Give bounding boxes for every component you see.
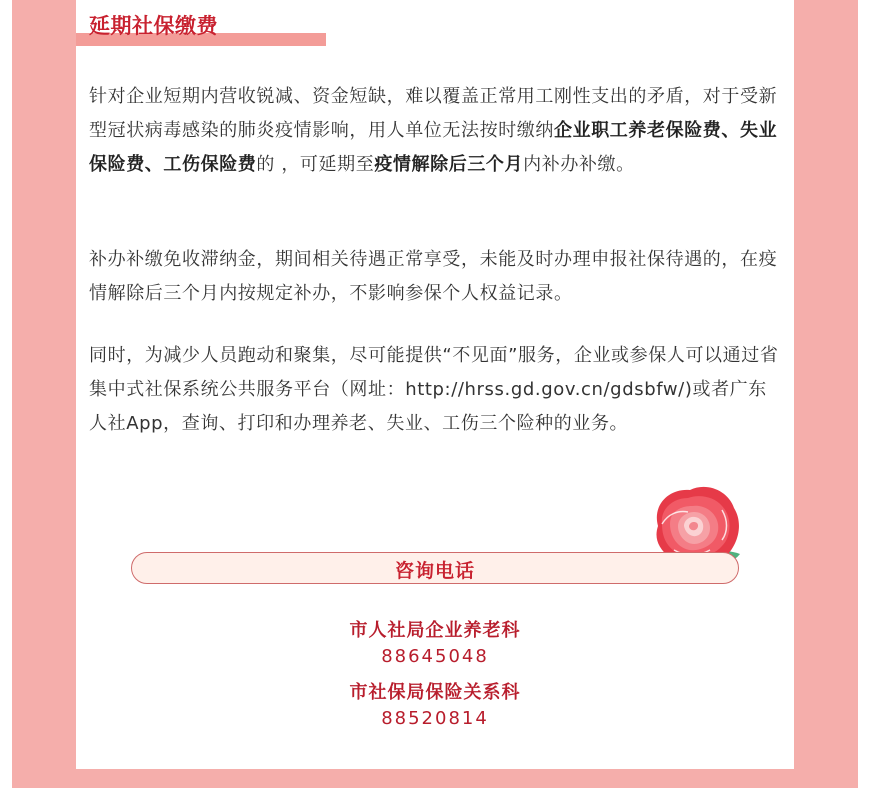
- contact-name: 市人社局企业养老科: [349, 620, 521, 641]
- paragraph-text: 内补办补缴。: [523, 154, 635, 175]
- section-heading: [76, 0, 326, 47]
- contact-phone: 88645048: [381, 646, 489, 667]
- section-title: 延期社保缴费: [89, 14, 218, 38]
- paragraph-text: 针对企业短期内营收锐减、资金短缺，难以覆盖正常用工刚性支出的矛盾，对于受新型冠状病毒感染的肺炎疫情影响，用人单位无法按时缴纳: [89, 86, 778, 141]
- consult-banner: [131, 552, 739, 584]
- paragraph-text: 的 ，可延期至: [256, 154, 375, 175]
- bold-insurance-types: 企业职工养老保险费、失业保险费、工伤保险费: [89, 120, 778, 175]
- bold-deferral-period: 疫情解除后三个月: [374, 154, 524, 175]
- contact-name: 市社保局保险关系科: [349, 682, 521, 703]
- contact-phone: 88520814: [381, 708, 489, 729]
- paragraph-deferral: [89, 80, 782, 182]
- paragraph-online-service: 同时，为减少人员跑动和聚集，尽可能提供“不见面”服务，企业或参保人可以通过省集中式社保系统公共服务平台（网址：http://hrss.gd.gov.cn/gdsbfw/)或者广东人社App，查询、打印和办理养老、失业、工伤三个险种的业务。: [89, 345, 779, 434]
- paragraph-no-late-fee: 补办补缴免收滞纳金，期间相关待遇正常享受，未能及时办理申报社保待遇的，在疫情解除后三个月内按规定补办，不影响参保个人权益记录。: [89, 249, 778, 304]
- content-card: [76, 0, 794, 769]
- consult-title: 咨询电话: [394, 560, 475, 582]
